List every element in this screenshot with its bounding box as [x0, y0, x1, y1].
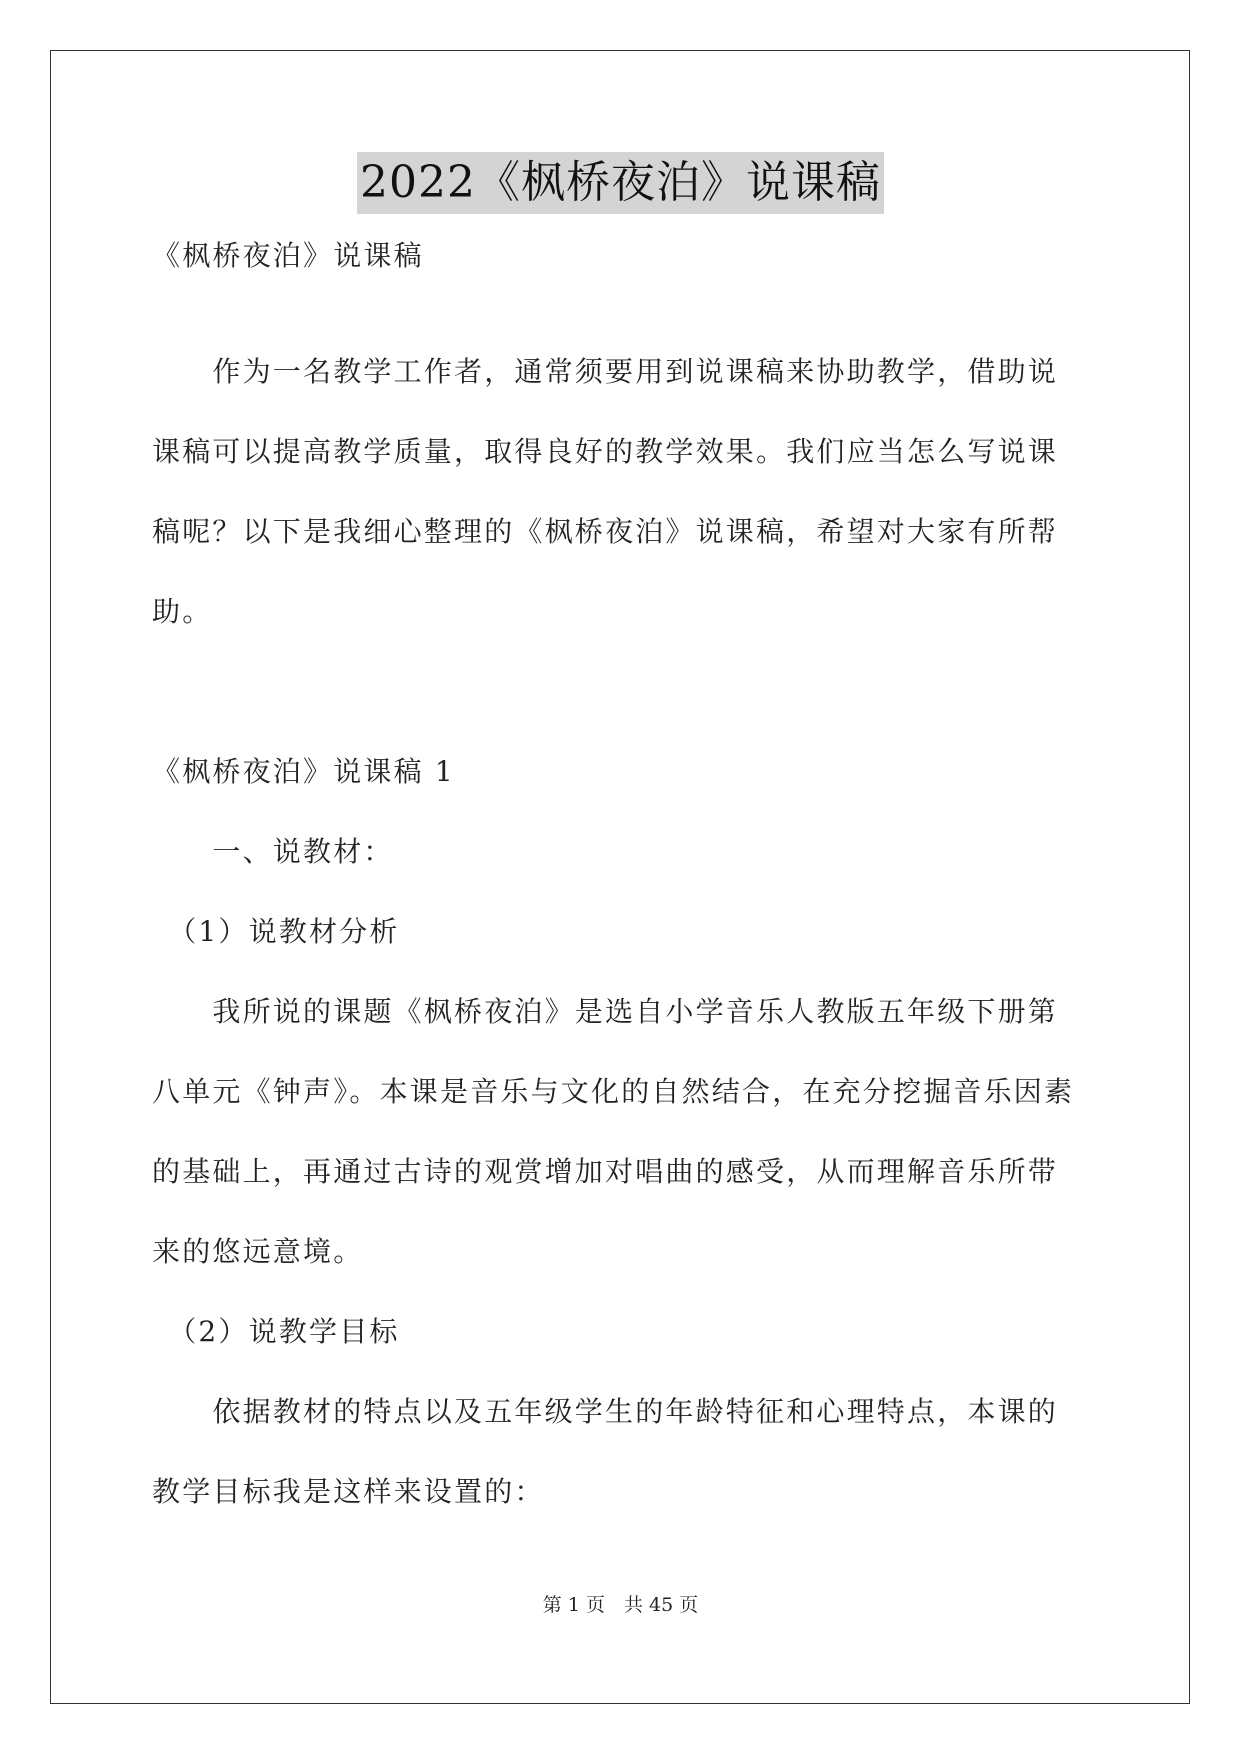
- paragraph-line: 作为一名教学工作者，通常须要用到说课稿来协助教学，借助说: [152, 355, 1059, 388]
- paragraph-line: 课稿可以提高教学质量，取得良好的教学效果。我们应当怎么写说课: [152, 435, 1059, 468]
- paragraph-line: 的基础上，再通过古诗的观赏增加对唱曲的感受，从而理解音乐所带: [152, 1155, 1059, 1188]
- paragraph-line: 依据教材的特点以及五年级学生的年龄特征和心理特点，本课的: [152, 1395, 1059, 1428]
- page-footer: [0, 1592, 1241, 1618]
- section-heading: 一、说教材：: [152, 835, 394, 868]
- subsection-heading: （2）说教学目标: [152, 1315, 400, 1348]
- document-title: 2022《枫桥夜泊》说课稿: [357, 152, 884, 214]
- paragraph-line: 稿呢？以下是我细心整理的《枫桥夜泊》说课稿，希望对大家有所帮: [152, 515, 1059, 548]
- page-border: [50, 50, 1190, 1704]
- paragraph-line: 我所说的课题《枫桥夜泊》是选自小学音乐人教版五年级下册第: [152, 995, 1059, 1028]
- subsection-heading: （1）说教材分析: [152, 915, 400, 948]
- paragraph-line: 来的悠远意境。: [152, 1235, 364, 1268]
- subtitle-line: 《枫桥夜泊》说课稿: [152, 239, 424, 272]
- section-heading: 《枫桥夜泊》说课稿 1: [152, 755, 455, 788]
- paragraph-line: 助。: [152, 595, 213, 628]
- page-number: 第 1 页 共 45 页: [542, 1594, 699, 1616]
- title-container: [0, 152, 1241, 214]
- paragraph-line: 八单元《钟声》。本课是音乐与文化的自然结合，在充分挖掘音乐因素: [152, 1075, 1075, 1108]
- paragraph-line: 教学目标我是这样来设置的：: [152, 1475, 545, 1508]
